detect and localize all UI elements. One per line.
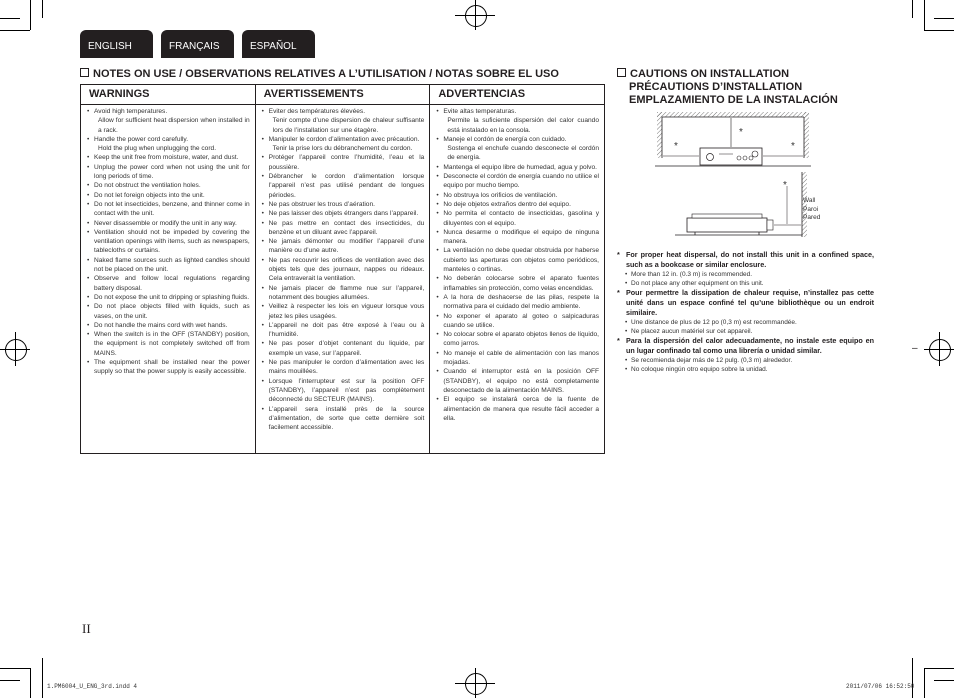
table-body	[81, 105, 604, 453]
warning-item	[87, 153, 250, 162]
warning-item-subtext: Permite la suficiente dispersión del calor cuando está instalado en la consola.	[447, 117, 600, 134]
warning-item-text: Ne pas obstruer les trous d’aération.	[268, 200, 375, 208]
warning-item-subtext: Hold the plug when unplugging the cord.	[98, 145, 217, 153]
warning-item-text: L’appareil ne doit pas être exposé à l’eau ou à l’humidité.	[268, 321, 425, 339]
warning-item	[262, 321, 425, 340]
caution-heading	[617, 250, 874, 270]
page-number: II	[82, 621, 91, 636]
cautions-title-line-2: PRÉCAUTIONS D’INSTALLATION	[629, 81, 803, 93]
warning-item	[262, 135, 425, 154]
warning-item	[436, 367, 599, 395]
warning-item	[87, 302, 250, 321]
caution-heading-text: Para la dispersión del calor adecuadamente, no instale este equipo en un lugar confinado tal como una librería o unidad similar.	[626, 336, 874, 355]
notes-section-title	[80, 68, 559, 81]
warning-item	[262, 256, 425, 284]
language-tabs	[80, 30, 315, 58]
warning-item	[87, 358, 250, 377]
warning-item	[87, 256, 250, 275]
warning-item	[436, 191, 599, 200]
asterisk-icon: *	[617, 336, 620, 345]
caution-bullet: • Ne placez aucun matériel sur cet appareil.	[617, 327, 874, 336]
warning-item	[262, 172, 425, 200]
warning-item	[87, 321, 250, 330]
table-header-row	[81, 85, 604, 105]
warning-item-text: La ventilación no debe quedar obstruida por haberse cubierto las aperturas con objetos como periódicos, manteles o cortinas.	[443, 247, 600, 274]
warning-item	[436, 228, 599, 247]
warning-item-text: Ne pas recouvrir les orifices de ventilation avec des objets tels que des journaux, nappes ou rideaux. Cela entraverait la ventilation.	[268, 256, 425, 283]
warning-item	[87, 200, 250, 219]
warning-item-text: Cuando el interruptor está en la posición OFF (STANDBY), el equipo no está completamente desconectado de la alimentación MAINS.	[443, 368, 600, 394]
tab-espanol: ESPAÑOL	[242, 30, 315, 58]
warning-item	[87, 219, 250, 228]
warning-item-text: No maneje el cable de alimentación con las manos mojadas.	[443, 349, 600, 367]
warning-item	[436, 172, 599, 191]
warning-item	[436, 163, 599, 172]
warning-item	[87, 107, 250, 135]
star-mark-left: *	[674, 141, 678, 152]
warning-item-text: Naked flame sources such as lighted candles should not be placed on the unit.	[94, 256, 250, 274]
warning-item	[87, 181, 250, 190]
warning-item-text: Mantenga el equipo libre de humedad, agua y polvo.	[443, 163, 597, 171]
warning-item-text: Do not place objects filled with liquids, such as vases, on the unit.	[94, 303, 250, 320]
warning-item	[436, 330, 599, 349]
warning-item-text: Eviter des températures élevées.	[268, 108, 366, 115]
cautions-title-line-1: CAUTIONS ON INSTALLATION	[630, 68, 790, 80]
warning-item-text: No colocar sobre el aparato objetos llenos de líquido, como jarros.	[443, 331, 600, 348]
warning-item-text: Do not expose the unit to dripping or splashing fluids.	[94, 293, 250, 301]
front-view	[655, 112, 811, 166]
warning-item-text: L’appareil sera installé près de la source d’alimentation, de sorte que cette dernière soit facilement accessible.	[268, 405, 425, 432]
warning-item	[262, 107, 425, 135]
warning-item-text: Ne jamais placer de flamme nue sur l’appareil, notamment des bougies allumées.	[268, 284, 425, 301]
checkbox-square-icon	[617, 68, 626, 77]
caution-bullet: • No coloque ningún otro equipo sobre la unidad.	[617, 365, 874, 374]
warning-item	[262, 284, 425, 303]
cautions-text	[617, 250, 874, 374]
warning-item	[436, 274, 599, 293]
footer-timestamp: 2011/07/06 16:52:50	[846, 683, 915, 690]
side-dash: –	[912, 343, 918, 354]
warning-item	[262, 153, 425, 172]
warning-item-text: Avoid high temperatures.	[94, 108, 168, 115]
warning-item-text: Do not handle the mains cord with wet hands.	[94, 321, 228, 329]
warning-item-text: Keep the unit free from moisture, water, and dust.	[94, 154, 239, 162]
wall-label-fr: Paroi	[803, 205, 819, 213]
warning-item-text: No deje objetos extraños dentro del equipo.	[443, 200, 571, 208]
star-mark-top: *	[739, 127, 743, 138]
warning-item	[436, 293, 599, 312]
warning-item	[262, 200, 425, 209]
caution-bullet: • Do not place any other equipment on this unit.	[617, 279, 874, 288]
warning-item-text: Lorsque l’interrupteur est sur la position OFF (STANDBY), l’appareil n’est pas complètement déconnecté du SECTEUR (MAINS).	[268, 377, 425, 404]
warning-item	[262, 219, 425, 238]
warning-item	[436, 395, 599, 423]
warning-item	[262, 302, 425, 321]
notes-table	[80, 84, 605, 454]
warning-item-subtext: Sostenga el enchufe cuando desconecte el cordón de energía.	[447, 145, 600, 162]
warning-item	[436, 312, 599, 331]
wall-label-es: Pared	[803, 214, 821, 221]
warning-item-text: Maneje el cordón de energía con cuidado.	[443, 135, 567, 143]
warning-item	[262, 339, 425, 358]
warning-item-text: No permita el contacto de insecticidas, gasolina y diluyentes con el equipo.	[443, 210, 600, 227]
warning-item	[87, 330, 250, 358]
side-view	[675, 172, 807, 237]
warning-item	[87, 135, 250, 154]
warning-item	[436, 349, 599, 368]
header-avertissements: AVERTISSEMENTS	[255, 85, 430, 104]
advertencias-column	[429, 105, 604, 453]
warning-item-subtext: Allow for sufficient heat dispersion when installed in a rack.	[98, 117, 250, 134]
warning-item-text: Ne jamais démonter ou modifier l’appareil d’une manière ou d’une autre.	[268, 238, 425, 255]
tab-francais: FRANÇAIS	[161, 30, 234, 58]
warning-item-text: Manipuler le cordon d’alimentation avec précaution.	[268, 135, 420, 143]
warning-item	[262, 358, 425, 377]
warning-item-text: Ne pas mettre en contact des insecticides, du benzène et un diluant avec l’appareil.	[268, 219, 425, 236]
tab-english: ENGLISH	[80, 30, 153, 58]
installation-diagram-svg	[655, 110, 815, 240]
wall-labels	[803, 197, 831, 223]
header-warnings: WARNINGS	[89, 88, 150, 100]
warning-item-text: Ventilation should not be impeded by covering the ventilation openings with items, such as newspapers, tablecloths or curtains.	[94, 228, 250, 255]
avertissements-column	[255, 105, 430, 453]
warnings-column	[81, 105, 255, 453]
footer-file-name: 1.PM6004_U_ENG_3rd.indd 4	[47, 683, 138, 690]
warning-item	[262, 209, 425, 218]
warning-item	[436, 246, 599, 274]
warning-item-subtext: Tenir compte d’une dispersion de chaleur suffisante lors de l’installation sur une étagère.	[272, 117, 425, 134]
caution-bullet: • More than 12 in. (0.3 m) is recommended.	[617, 270, 874, 279]
warning-item-text: A la hora de deshacerse de las pilas, respete la normativa para el cuidado del medio ambiente.	[443, 293, 600, 311]
warning-item-text: No obstruya los orificios de ventilación.	[443, 191, 558, 199]
warning-item-text: Débrancher le cordon d’alimentation lorsque l’appareil n’est pas utilisé pendant de longues périodes.	[268, 173, 425, 199]
warning-item-text: Observe and follow local regulations regarding battery disposal.	[94, 275, 250, 292]
warning-item-text: Do not let insecticides, benzene, and thinner come in contact with the unit.	[94, 200, 250, 218]
star-mark-side: *	[783, 180, 787, 191]
caution-bullet: • Une distance de plus de 12 po (0,3 m) est recommandée.	[617, 318, 874, 327]
warning-item-text: Nunca desarme o modifique el equipo de ninguna manera.	[443, 228, 600, 246]
warning-item-text: Ne pas manipuler le cordon d’alimentation avec les mains mouillées.	[268, 359, 425, 376]
warning-item-text: Never disassemble or modify the unit in any way.	[94, 219, 237, 227]
warning-item	[87, 293, 250, 302]
caution-heading	[617, 288, 874, 318]
caution-heading-text: Pour permettre la dissipation de chaleur requise, n’installez pas cette unité dans un espace confiné tel qu’une bibliothèque ou un endroit similaire.	[626, 288, 874, 317]
warning-item	[436, 107, 599, 135]
warning-item	[262, 237, 425, 256]
warning-item-text: When the switch is in the OFF (STANDBY) position, the equipment is not completely switched off from MAINS.	[94, 331, 250, 357]
warning-item	[87, 274, 250, 293]
warning-item	[87, 191, 250, 200]
wall-label-en: Wall	[803, 197, 816, 204]
warning-item-text: Do not let foreign objects into the unit.	[94, 191, 205, 199]
asterisk-icon: *	[617, 288, 620, 297]
caution-bullet: • Se recomienda dejar más de 12 pulg. (0,3 m) alrededor.	[617, 356, 874, 365]
star-mark-right: *	[791, 141, 795, 152]
warning-item-text: Evite altas temperaturas.	[443, 108, 517, 115]
warning-item-text: Desconecte el cordón de energía cuando no utilice el equipo por mucho tiempo.	[443, 173, 600, 190]
warning-item	[436, 135, 599, 163]
warning-item-text: Ne pas laisser des objets étrangers dans l’appareil.	[268, 210, 419, 218]
cautions-section-title	[617, 68, 838, 107]
warning-item-text: No exponer el aparato al goteo o salpicaduras cuando se utilice.	[443, 312, 600, 329]
asterisk-icon: *	[617, 250, 620, 259]
warning-item	[262, 377, 425, 405]
installation-diagram	[655, 110, 821, 240]
warning-item-text: Veillez à respecter les lois en vigueur lorsque vous jetez les piles usagées.	[268, 303, 425, 320]
header-advertencias: ADVERTENCIAS	[429, 85, 604, 104]
warning-item-text: Do not obstruct the ventilation holes.	[94, 182, 201, 190]
warning-item-text: The equipment shall be installed near the power supply so that the power supply is easily accessible.	[94, 359, 250, 376]
warning-item-text: Protéger l’appareil contre l’humidité, l’eau et la poussière.	[268, 154, 425, 171]
caution-heading	[617, 336, 874, 356]
amplifier-side	[687, 218, 767, 232]
warning-item-text: Handle the power cord carefully.	[94, 135, 189, 143]
warning-item-text: Ne pas poser d’objet contenant du liquide, par exemple un vase, sur l’appareil.	[268, 340, 425, 357]
warning-item-subtext: Tenir la prise lors du débranchement du cordon.	[272, 145, 413, 153]
cautions-title-line-3: EMPLAZAMIENTO DE LA INSTALACIÓN	[629, 94, 838, 106]
warning-item-text: No deberán colocarse sobre el aparato fuentes inflamables sin protección, como velas encendidas.	[443, 275, 600, 292]
warning-item	[87, 228, 250, 256]
warning-item	[87, 163, 250, 182]
warning-item	[262, 405, 425, 433]
warning-item	[436, 200, 599, 209]
warning-item	[436, 209, 599, 228]
notes-title-text: NOTES ON USE / OBSERVATIONS RELATIVES A L’UTILISATION / NOTAS SOBRE EL USO	[93, 68, 559, 80]
caution-heading-text: For proper heat dispersal, do not install this unit in a confined space, such as a bookcase or similar enclosure.	[626, 250, 874, 269]
checkbox-square-icon	[80, 68, 89, 77]
warning-item-text: El equipo se instalará cerca de la fuente de alimentación de manera que resulte fácil acceder a ella.	[443, 396, 600, 422]
warning-item-text: Unplug the power cord when not using the unit for long periods of time.	[94, 163, 250, 181]
